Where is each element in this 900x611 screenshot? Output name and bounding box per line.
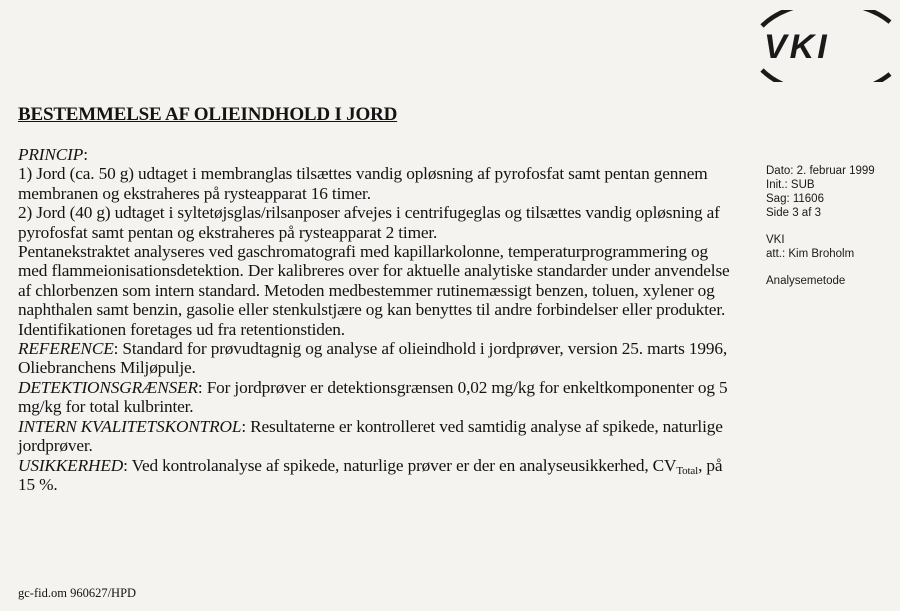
detektion-text: : For jordprøver er detektionsgrænsen 0,02 mg/kg for enkeltkomponenter og 5 mg/kg for total kulbrinter.: [18, 377, 728, 417]
usikkerhed-paragraph: [18, 456, 738, 495]
side-sag: Sag: 11606: [766, 193, 824, 205]
usikkerhed-heading: USIKKERHED: [18, 455, 124, 475]
kontrol-text: : Resultaterne er kontrolleret ved samtidig analyse af spikede, naturlige jordprøver.: [18, 416, 723, 456]
side-dato: Dato: 2. februar 1999: [766, 165, 875, 177]
kontrol-heading: INTERN KVALITETSKONTROL: [18, 416, 242, 436]
reference-paragraph: [18, 339, 738, 378]
vki-logo: [758, 10, 900, 82]
side-page: Side 3 af 3: [766, 207, 821, 219]
document-body: [18, 145, 738, 494]
side-gap-2: [766, 261, 875, 274]
princip-text: Pentanekstraktet analyseres ved gaschromatografi med kapillarkolonne, temperaturprogrammering og med flammeionisationsdetektion. Der kalibreres over for aktuelle analytiske standarder under anvendelse af chlorbenzen som intern standard. Metoden medbestemmer rutinemæssigt benzen, toluen, xylener og naphthalen samt benzin, gasolie eller stenkulstjære og kan benyttes til andre forbindelser eller produkter. Identifikationen foretages ud fra retentionstiden.: [18, 242, 730, 339]
princip-heading: PRINCIP: [18, 145, 84, 164]
usikkerhed-subscript: Total: [676, 464, 699, 477]
logo-text: VKI: [764, 28, 830, 66]
side-org: VKI: [766, 234, 785, 246]
side-type: Analysemetode: [766, 275, 846, 287]
princip-heading-suffix: :: [83, 145, 88, 164]
document-title: BESTEMMELSE AF OLIEINDHOLD I JORD: [18, 104, 398, 125]
kontrol-paragraph: [18, 417, 738, 456]
usikkerhed-text: : Ved kontrolanalyse af spikede, naturlige prøver er der en analyseusikkerhed, CV: [123, 455, 677, 475]
princip-item-2: 2) Jord (40 g) udtaget i syltetøjsglas/rilsanposer afvejes i centrifugeglas og tilsættes vandig opløsning af pyrofosfat samt pentan og ekstraheres på rysteapparat 2 timer.: [18, 203, 720, 242]
footer-reference: gc-fid.om 960627/HPD: [18, 586, 137, 600]
usikkerhed-tail: , på 15 %.: [18, 455, 723, 494]
side-init: Init.: SUB: [766, 179, 815, 191]
princip-item-1: 1) Jord (ca. 50 g) udtaget i membranglas tilsættes vandig opløsning af pyrofosfat samt pentan gennem membranen og ekstraheres på rysteapparat 16 timer.: [18, 164, 708, 203]
detektion-heading: DETEKTIONSGRÆNSER: [18, 377, 198, 397]
princip-heading-line: [18, 145, 738, 164]
detektion-paragraph: [18, 378, 738, 417]
side-gap: [766, 220, 875, 233]
side-info: [766, 164, 875, 288]
side-att: att.: Kim Broholm: [766, 248, 855, 260]
reference-text: : Standard for prøvudtagnig og analyse af olieindhold i jordprøver, version 25. marts 1996, Oliebranchens Miljøpulje.: [18, 339, 728, 378]
reference-heading: REFERENCE: [18, 339, 114, 359]
